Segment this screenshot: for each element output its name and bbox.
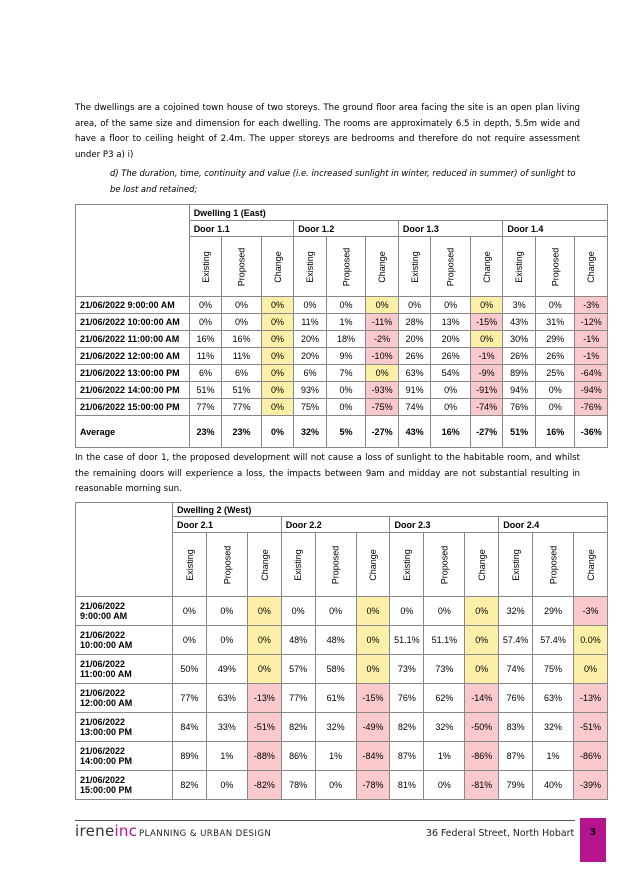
table-row [76,597,608,626]
door-header: Door 2.4 [499,517,608,533]
average-cell: -36% [575,416,608,448]
value-cell: -9% [470,365,503,382]
value-cell: 0% [390,597,424,626]
value-cell: 0% [294,297,327,314]
value-cell: 6% [222,365,262,382]
value-cell: -50% [465,713,499,742]
value-cell: 48% [281,626,315,655]
subheader-label: Existing [305,250,316,283]
table-row [76,297,608,314]
door-1-paragraph: In the case of door 1, the proposed development will not cause a loss of sunlight to the habitable room, and whilst the remaining doors will experience a loss, the impacts between 9am and midday are not substantial resulting in reasonable morning sun. [75,453,580,494]
subheader-label: Proposed [548,545,559,584]
subheader-cell [533,533,574,597]
value-cell: 82% [173,771,207,800]
value-cell: 0% [261,399,294,416]
value-cell: -81% [465,771,499,800]
value-cell: 51% [189,382,222,399]
value-cell: -39% [574,771,608,800]
value-cell: -75% [366,399,399,416]
value-cell: 30% [503,331,536,348]
value-cell: 0% [366,297,399,314]
subheader-label: Proposed [550,247,561,286]
subheader-cell [535,237,575,297]
subheader-cell [575,237,608,297]
header-corner [76,205,190,297]
row-label: 21/06/2022 9:00:00 AM [76,297,190,314]
value-cell: 0% [398,297,431,314]
subheader-cell [431,237,471,297]
dwelling-2-table [75,502,608,800]
value-cell: 86% [281,742,315,771]
value-cell: 63% [398,365,431,382]
value-cell: 26% [535,348,575,365]
value-cell: 57.4% [533,626,574,655]
value-cell: 77% [189,399,222,416]
value-cell: 0% [470,297,503,314]
subheader-label: Existing [401,548,412,581]
average-row [76,416,608,448]
value-cell: 87% [499,742,533,771]
value-cell: 11% [222,348,262,365]
subheader-cell [189,237,222,297]
average-cell: 0% [261,416,294,448]
value-cell: 0% [465,597,499,626]
value-cell: 93% [294,382,327,399]
average-cell: 51% [503,416,536,448]
value-cell: 91% [398,382,431,399]
value-cell: 0% [366,365,399,382]
value-cell: 25% [535,365,575,382]
value-cell: 0% [315,597,356,626]
value-cell: 76% [503,399,536,416]
value-cell: 20% [431,331,471,348]
row-time: 12:00:00 AM [80,698,133,708]
average-label: Average [76,416,190,448]
value-cell: 0% [465,626,499,655]
subheader-label: Change [259,548,270,581]
value-cell: 0% [261,365,294,382]
value-cell: -49% [356,713,390,742]
value-cell: 94% [503,382,536,399]
value-cell: 29% [535,331,575,348]
subheader-cell [424,533,465,597]
subheader-cell [294,237,327,297]
table-row [76,399,608,416]
value-cell: -74% [470,399,503,416]
value-cell: 0% [470,331,503,348]
value-cell: 0% [261,314,294,331]
value-cell: 82% [281,713,315,742]
value-cell: 0% [326,297,366,314]
value-cell: -64% [575,365,608,382]
value-cell: 0% [535,382,575,399]
value-cell: 74% [499,655,533,684]
subheader-cell [281,533,315,597]
subheader-label: Change [481,250,492,283]
value-cell: 54% [431,365,471,382]
value-cell: 28% [398,314,431,331]
value-cell: 0% [535,297,575,314]
subheader-cell [222,237,262,297]
value-cell: -51% [247,713,281,742]
dwelling-title: Dwelling 1 (East) [189,205,607,221]
value-cell: 76% [499,684,533,713]
value-cell: 26% [431,348,471,365]
door-header: Door 1.2 [294,221,399,237]
row-label [76,626,173,655]
row-label: 21/06/2022 13:00:00 PM [76,365,190,382]
footer-divider [75,820,575,821]
value-cell: 0% [206,771,247,800]
value-cell: 0% [326,382,366,399]
value-cell: 6% [294,365,327,382]
value-cell: 75% [533,655,574,684]
value-cell: -76% [575,399,608,416]
door-header: Door 2.2 [281,517,390,533]
value-cell: 6% [189,365,222,382]
value-cell: 0.0% [574,626,608,655]
value-cell: 33% [206,713,247,742]
value-cell: 1% [206,742,247,771]
value-cell: 32% [315,713,356,742]
subheader-cell [499,533,533,597]
door-header: Door 2.3 [390,517,499,533]
table-row [76,365,608,382]
row-date: 21/06/2022 [80,746,126,756]
table-row [76,382,608,399]
subheader-label: Proposed [236,247,247,286]
row-time: 11:00:00 AM [80,669,132,679]
value-cell: 78% [281,771,315,800]
subheader-label: Change [377,250,388,283]
value-cell: -11% [366,314,399,331]
row-label [76,771,173,800]
value-cell: 0% [173,597,207,626]
subheader-label: Proposed [445,247,456,286]
row-time: 10:00:00 AM [80,640,133,650]
average-cell: 43% [398,416,431,448]
subheader-label: Proposed [341,247,352,286]
row-date: 21/06/2022 [80,775,126,785]
value-cell: 0% [574,655,608,684]
value-cell: 0% [247,655,281,684]
value-cell: -84% [356,742,390,771]
value-cell: 0% [431,382,471,399]
subheader-label: Proposed [439,545,450,584]
value-cell: 51.1% [390,626,424,655]
value-cell: -3% [574,597,608,626]
value-cell: 9% [326,348,366,365]
value-cell: -93% [366,382,399,399]
subheader-cell [503,237,536,297]
value-cell: 13% [431,314,471,331]
value-cell: 0% [356,626,390,655]
row-time: 14:00:00 PM [80,756,133,766]
value-cell: 3% [503,297,536,314]
door-header: Door 1.4 [503,221,608,237]
average-cell: -27% [366,416,399,448]
row-time: 13:00:00 PM [80,727,133,737]
value-cell: 0% [222,297,262,314]
value-cell: 0% [206,597,247,626]
value-cell: 11% [294,314,327,331]
value-cell: 0% [431,399,471,416]
value-cell: 29% [533,597,574,626]
subheader-cell [356,533,390,597]
table-row [76,742,608,771]
value-cell: 0% [247,626,281,655]
row-label: 21/06/2022 11:00:00 AM [76,331,190,348]
subheader-cell [465,533,499,597]
subheader-label: Change [368,548,379,581]
value-cell: 1% [424,742,465,771]
value-cell: 43% [503,314,536,331]
value-cell: 20% [398,331,431,348]
row-label [76,597,173,626]
value-cell: 58% [315,655,356,684]
dwelling-header-row [76,503,608,517]
row-time: 9:00:00 AM [80,611,128,621]
value-cell: 32% [424,713,465,742]
row-label [76,655,173,684]
value-cell: -51% [574,713,608,742]
value-cell: 51% [222,382,262,399]
value-cell: -14% [465,684,499,713]
door-header: Door 1.1 [189,221,294,237]
value-cell: 0% [261,331,294,348]
value-cell: 0% [281,597,315,626]
value-cell: 0% [424,597,465,626]
value-cell: 0% [261,297,294,314]
value-cell: 48% [315,626,356,655]
subheader-label: Existing [510,548,521,581]
value-cell: 0% [261,382,294,399]
intro-paragraph: The dwellings are a cojoined town house of two storeys. The ground floor area facing the site is an open plan living area, of the same size and dimension for each dwelling. The rooms are approximately 6.5 in depth, 5.5m wide and have a floor to ceiling height of 2.4m. The upper storeys are bedrooms and therefore do not require assessment under P3 a) i) [75,103,580,160]
value-cell: 16% [189,331,222,348]
value-cell: 73% [424,655,465,684]
subheader-label: Change [272,250,283,283]
value-cell: 50% [173,655,207,684]
subheader-label: Change [585,548,596,581]
value-cell: 0% [222,314,262,331]
value-cell: 26% [398,348,431,365]
value-cell: 11% [189,348,222,365]
value-cell: -15% [356,684,390,713]
average-cell: -27% [470,416,503,448]
value-cell: 0% [424,771,465,800]
value-cell: 77% [173,684,207,713]
subheader-label: Existing [409,250,420,283]
value-cell: 75% [294,399,327,416]
value-cell: 32% [499,597,533,626]
value-cell: 83% [499,713,533,742]
value-cell: 81% [390,771,424,800]
value-cell: -13% [574,684,608,713]
average-cell: 32% [294,416,327,448]
row-date: 21/06/2022 [80,630,126,640]
value-cell: 77% [281,684,315,713]
value-cell: 1% [326,314,366,331]
subheader-cell [247,533,281,597]
value-cell: 32% [533,713,574,742]
value-cell: 0% [465,655,499,684]
average-cell: 16% [431,416,471,448]
dwelling-header-row [76,205,608,221]
table-row [76,713,608,742]
door-header: Door 2.1 [173,517,282,533]
row-date: 21/06/2022 [80,659,126,669]
dwelling-title: Dwelling 2 (West) [173,503,608,517]
subheader-cell [206,533,247,597]
value-cell: -86% [574,742,608,771]
value-cell: 0% [173,626,207,655]
average-cell: 5% [326,416,366,448]
value-cell: 63% [206,684,247,713]
irene-inc-logo [75,822,137,840]
value-cell: 0% [356,655,390,684]
value-cell: 63% [533,684,574,713]
row-label [76,713,173,742]
subheader-cell [470,237,503,297]
value-cell: 0% [315,771,356,800]
subheader-label: Proposed [221,545,232,584]
page-number: 3 [580,818,606,862]
value-cell: -82% [247,771,281,800]
table-row [76,655,608,684]
value-cell: 16% [222,331,262,348]
subheader-label: Change [476,548,487,581]
row-label [76,742,173,771]
table-row [76,771,608,800]
table-row [76,684,608,713]
value-cell: -86% [465,742,499,771]
value-cell: 79% [499,771,533,800]
dwelling-1-table [75,204,608,448]
value-cell: 1% [315,742,356,771]
table-row [76,348,608,365]
row-label: 21/06/2022 14:00:00 PM [76,382,190,399]
subheader-label: Existing [184,548,195,581]
value-cell: 51.1% [424,626,465,655]
subheader-label: Change [586,250,597,283]
value-cell: -1% [575,348,608,365]
value-cell: 89% [173,742,207,771]
value-cell: -88% [247,742,281,771]
value-cell: 62% [424,684,465,713]
value-cell: 0% [189,314,222,331]
value-cell: 74% [398,399,431,416]
subheader-cell [326,237,366,297]
row-date: 21/06/2022 [80,717,126,727]
value-cell: 0% [535,399,575,416]
value-cell: -12% [575,314,608,331]
logo-text-irene: irene [75,822,115,840]
value-cell: -1% [470,348,503,365]
subheader-label: Existing [514,250,525,283]
value-cell: -91% [470,382,503,399]
subheader-cell [574,533,608,597]
criterion-d: d) The duration, time, continuity and value (i.e. increased sunlight in winter, reduced in summer) of sunlight to be lost and retained; [110,168,576,194]
value-cell: 0% [261,348,294,365]
value-cell: 20% [294,331,327,348]
value-cell: -10% [366,348,399,365]
value-cell: 20% [294,348,327,365]
row-label: 21/06/2022 12:00:00 AM [76,348,190,365]
value-cell: -15% [470,314,503,331]
table-row [76,626,608,655]
row-label: 21/06/2022 15:00:00 PM [76,399,190,416]
logo-subtitle: PLANNING & URBAN DESIGN [139,829,272,839]
row-date: 21/06/2022 [80,688,126,698]
value-cell: 7% [326,365,366,382]
subheader-cell [315,533,356,597]
value-cell: -3% [575,297,608,314]
subheader-cell [398,237,431,297]
value-cell: 0% [247,597,281,626]
value-cell: 0% [356,597,390,626]
table-row [76,331,608,348]
value-cell: 61% [315,684,356,713]
value-cell: 0% [206,626,247,655]
value-cell: 18% [326,331,366,348]
average-cell: 23% [222,416,262,448]
average-cell: 23% [189,416,222,448]
value-cell: 31% [535,314,575,331]
value-cell: 57% [281,655,315,684]
value-cell: 76% [390,684,424,713]
value-cell: 40% [533,771,574,800]
logo-text-inc: inc [114,822,138,840]
row-time: 15:00:00 PM [80,785,133,795]
value-cell: 0% [431,297,471,314]
value-cell: 49% [206,655,247,684]
value-cell: 73% [390,655,424,684]
value-cell: 77% [222,399,262,416]
row-label [76,684,173,713]
value-cell: 57.4% [499,626,533,655]
value-cell: -78% [356,771,390,800]
value-cell: 82% [390,713,424,742]
door-header: Door 1.3 [398,221,503,237]
value-cell: -94% [575,382,608,399]
value-cell: 0% [326,399,366,416]
value-cell: 26% [503,348,536,365]
header-corner [76,503,173,597]
row-label: 21/06/2022 10:00:00 AM [76,314,190,331]
row-date: 21/06/2022 [80,601,126,611]
value-cell: 87% [390,742,424,771]
value-cell: -2% [366,331,399,348]
value-cell: 0% [189,297,222,314]
value-cell: 89% [503,365,536,382]
subheader-label: Existing [200,250,211,283]
value-cell: 1% [533,742,574,771]
footer-address: 36 Federal Street, North Hobart [426,828,575,839]
subheader-cell [261,237,294,297]
table-row [76,314,608,331]
value-cell: -1% [575,331,608,348]
value-cell: 84% [173,713,207,742]
subheader-cell [173,533,207,597]
subheader-label: Existing [293,548,304,581]
value-cell: -13% [247,684,281,713]
subheader-cell [390,533,424,597]
average-cell: 16% [535,416,575,448]
subheader-cell [366,237,399,297]
subheader-label: Proposed [330,545,341,584]
